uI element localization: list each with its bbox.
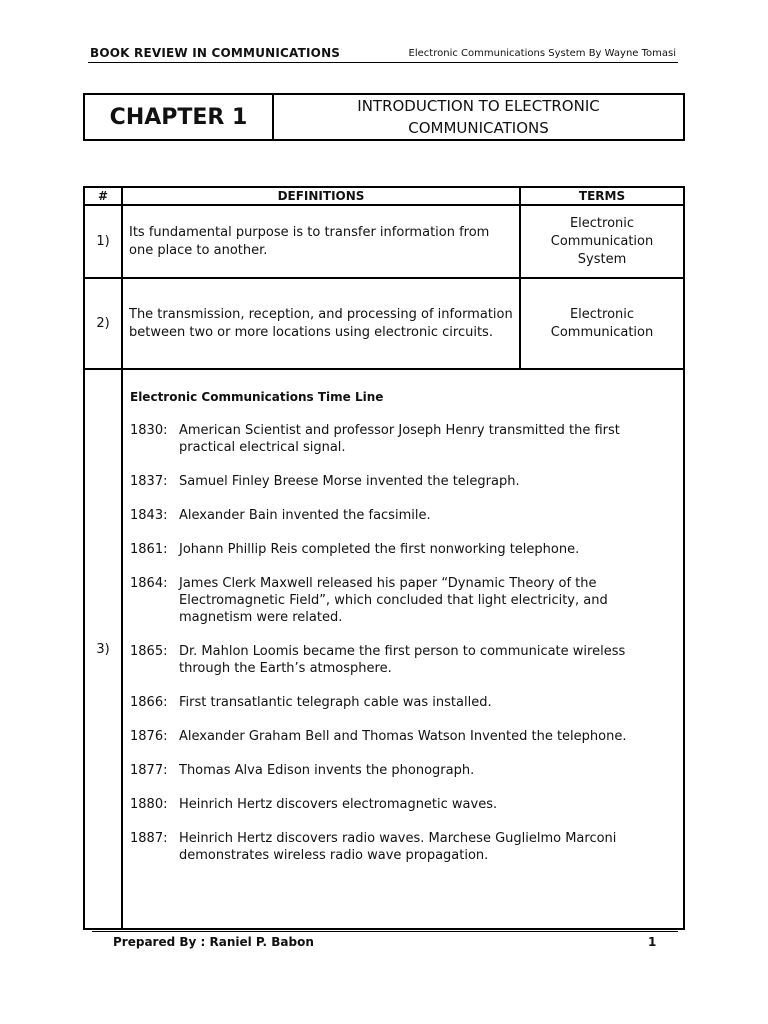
timeline-item [130,694,670,711]
row-number: 1) [84,205,122,278]
row-definition [122,205,520,278]
chapter-label: CHAPTER 1 [85,95,274,139]
term-text: Electronic Communication [550,306,654,340]
footer-divider [92,931,678,932]
timeline-event: First transatlantic telegraph cable was installed. [179,695,492,710]
timeline-year: 1837: [130,474,168,489]
timeline-event: Thomas Alva Edison invents the phonograph. [179,763,475,778]
timeline-event: Johann Phillip Reis completed the first nonworking telephone. [179,542,580,557]
timeline-year: 1866: [130,695,168,710]
footer-author: Prepared By : Raniel P. Babon [113,935,314,949]
timeline-item [130,473,670,490]
timeline-year: 1864: [130,576,168,591]
timeline-item [130,575,670,626]
timeline-item [130,762,670,779]
timeline-year: 1877: [130,763,168,778]
header-number: # [84,187,122,205]
timeline-event: Alexander Graham Bell and Thomas Watson Invented the telephone. [179,729,627,744]
header-book-title: BOOK REVIEW IN COMMUNICATIONS [90,46,341,60]
chapter-title [274,95,683,139]
timeline-event: American Scientist and professor Joseph Henry transmitted the first practical electrical signal. [179,423,620,455]
timeline-year: 1861: [130,542,168,557]
timeline-event: Heinrich Hertz discovers radio waves. Marchese Guglielmo Marconi demonstrates wireless radio wave propagation. [179,831,617,863]
timeline-event: Heinrich Hertz discovers electromagnetic waves. [179,797,498,812]
table-row [84,205,684,278]
timeline-year: 1830: [130,423,168,438]
table-header-row [84,187,684,205]
definition-text: The transmission, reception, and processing of information between two or more locations using electronic circuits. [129,306,513,340]
term-text: Electronic Communication System [550,215,654,267]
chapter-banner [83,93,685,141]
definition-text: Its fundamental purpose is to transfer information from one place to another. [129,224,490,258]
row-definition [122,278,520,369]
timeline-year: 1843: [130,508,168,523]
timeline-year: 1876: [130,729,168,744]
timeline-cell [122,369,684,929]
timeline-list [130,422,670,881]
timeline-event: Samuel Finley Breese Morse invented the telegraph. [179,474,520,489]
header-divider [88,62,678,63]
timeline-item [130,422,670,456]
row-number: 2) [84,278,122,369]
chapter-title-line-1: INTRODUCTION TO ELECTRONIC [357,97,600,115]
timeline-year: 1880: [130,797,168,812]
definitions-table [83,186,685,930]
header-terms: TERMS [520,187,684,205]
header-definitions: DEFINITIONS [122,187,520,205]
footer-page-number: 1 [648,935,657,949]
timeline-event: Dr. Mahlon Loomis became the first person to communicate wireless through the Earth’s atmosphere. [179,644,626,676]
timeline-year: 1887: [130,831,168,846]
timeline-item [130,507,670,524]
timeline-event: James Clerk Maxwell released his paper “Dynamic Theory of the Electromagnetic Field”, which concluded that light electricity, and magnetism were related. [179,576,608,625]
timeline-item [130,830,670,864]
timeline-item [130,796,670,813]
table-row-timeline [84,369,684,929]
timeline-title: Electronic Communications Time Line [130,390,384,404]
timeline-year: 1865: [130,644,168,659]
row-term [520,205,684,278]
timeline-item [130,643,670,677]
header-book-source: Electronic Communications System By Wayne Tomasi [408,48,676,59]
chapter-title-line-2: COMMUNICATIONS [408,119,549,137]
row-number: 3) [84,369,122,929]
timeline-event: Alexander Bain invented the facsimile. [179,508,431,523]
timeline-item [130,728,670,745]
row-term [520,278,684,369]
timeline-item [130,541,670,558]
table-row [84,278,684,369]
